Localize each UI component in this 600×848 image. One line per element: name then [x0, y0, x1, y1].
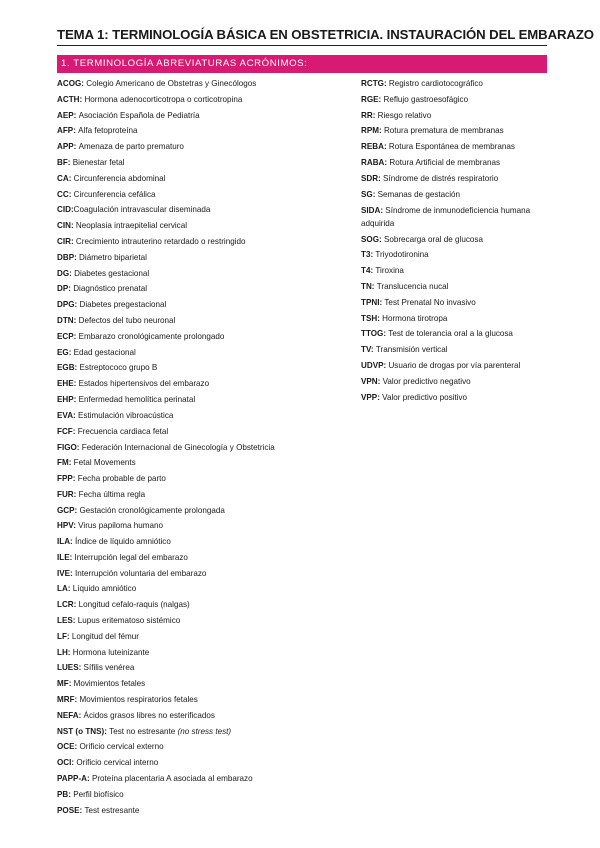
abbreviation-term: EVA [57, 410, 74, 420]
abbreviation-entry [57, 329, 347, 345]
abbreviation-separator: : [68, 189, 74, 199]
abbreviation-term: APP [57, 142, 74, 152]
section-heading: 1. TERMINOLOGÍA ABREVIATURAS ACRÓNIMOS: [57, 55, 547, 73]
abbreviation-entry [361, 171, 561, 187]
abbreviation-term: IVE [57, 568, 71, 578]
abbreviation-definition: Embarazo cronológicamente prolongado [78, 331, 225, 341]
abbreviation-separator: : [70, 568, 75, 578]
abbreviation-definition: Sobrecarga oral de glucosa [383, 234, 483, 244]
abbreviation-definition: Rotura prematura de membranas [383, 126, 504, 136]
abbreviation-term: T3 [361, 250, 371, 260]
abbreviation-separator: : [73, 331, 79, 341]
abbreviation-separator: : [66, 631, 72, 641]
abbreviation-definition: Orificio cervical externo [79, 742, 164, 752]
abbreviation-definition: Reflujo gastroesofágico [383, 94, 469, 104]
abbreviation-term: RGE [361, 94, 379, 104]
abbreviation-entry [361, 123, 561, 139]
abbreviation-definition: Diabetes pregestacional [79, 300, 167, 310]
abbreviation-separator: : [377, 313, 383, 323]
abbreviation-separator: : [72, 616, 78, 626]
abbreviation-term: CIN [57, 221, 71, 231]
abbreviation-entry [57, 408, 347, 424]
abbreviation-separator: : [104, 726, 110, 736]
abbreviation-separator: : [70, 205, 74, 215]
abbreviation-term: DTN [57, 315, 74, 325]
abbreviation-term: AFP [57, 126, 74, 136]
abbreviation-entry [57, 76, 347, 92]
abbreviation-term: ECP [57, 331, 74, 341]
abbreviation-definition: Test no estresante [109, 726, 178, 736]
abbreviation-definition: Bienestar fetal [72, 157, 125, 167]
abbreviation-definition: Transmisión vertical [375, 345, 448, 355]
abbreviation-entry [57, 503, 347, 519]
abbreviation-entry [57, 692, 347, 708]
abbreviation-term: ILE [57, 552, 70, 562]
abbreviation-term: LES [57, 616, 73, 626]
abbreviation-definition: Síndrome de inmunodeficiencia humana adquirida [361, 205, 531, 228]
abbreviation-term: RCTG [361, 79, 384, 88]
abbreviation-separator: : [73, 315, 79, 325]
abbreviation-definition: Ácidos grasos libres no esterificados [83, 710, 215, 720]
abbreviation-definition: Interrupción voluntaria del embarazo [75, 568, 207, 578]
abbreviation-separator: : [380, 205, 386, 215]
abbreviation-separator: : [370, 345, 376, 355]
abbreviation-definition: Neoplasia intraepitelial cervical [75, 221, 188, 231]
abbreviation-term: ACOG [57, 79, 82, 88]
abbreviation-separator: : [74, 363, 80, 373]
abbreviation-separator: : [81, 79, 87, 88]
abbreviation-definition: Test Prenatal No invasivo [384, 297, 476, 307]
abbreviation-entry [57, 218, 347, 234]
abbreviation-definition: Registro cardiotocográfico [388, 79, 483, 88]
abbreviation-separator: : [68, 458, 74, 468]
abbreviation-term: FUR [57, 489, 74, 499]
abbreviation-definition: Perfil biofísico [73, 789, 124, 799]
abbreviation-separator: : [370, 250, 376, 260]
abbreviation-term: FM [57, 458, 69, 468]
abbreviation-entry [57, 123, 347, 139]
abbreviation-definition: Estimulación vibroacústica [78, 410, 174, 420]
abbreviation-term: RABA [361, 157, 385, 167]
abbreviation-term: DG [57, 268, 70, 278]
abbreviation-definition: Edad gestacional [73, 347, 136, 357]
abbreviation-entry [57, 424, 347, 440]
abbreviation-definition: Rotura Artificial de membranas [389, 157, 501, 167]
abbreviation-definition: Tiroxina [375, 266, 404, 276]
page-title: TEMA 1: TERMINOLOGÍA BÁSICA EN OBSTETRICIA. INSTAURACIÓN DEL EMBARAZO [57, 27, 547, 46]
abbreviation-term: REBA [361, 142, 384, 152]
abbreviation-term: SOG [361, 234, 379, 244]
abbreviation-separator: : [73, 126, 79, 136]
abbreviation-term: ILA [57, 537, 71, 547]
abbreviation-entry [57, 360, 347, 376]
abbreviation-entry [57, 739, 347, 755]
abbreviation-separator: : [67, 157, 73, 167]
abbreviation-definition: Amenaza de parto prematuro [78, 142, 184, 152]
abbreviation-entry [57, 250, 347, 266]
abbreviation-definition: Asociación Española de Pediatría [78, 110, 200, 120]
abbreviation-entry [57, 234, 347, 250]
abbreviation-definition: Fecha probable de parto [77, 473, 166, 483]
abbreviation-entry [57, 139, 347, 155]
abbreviation-definition: Frecuencia cardiaca fetal [77, 426, 169, 436]
abbreviation-entry [57, 313, 347, 329]
abbreviation-entry [361, 342, 561, 358]
abbreviation-definition: Movimientos respiratorios fetales [79, 695, 198, 705]
abbreviation-definition: Diámetro biparietal [79, 252, 147, 262]
abbreviation-separator: : [67, 647, 73, 657]
abbreviation-definition: Virus papiloma humano [78, 521, 164, 531]
abbreviation-separator: : [73, 142, 79, 152]
abbreviation-definition: Estreptococo grupo B [79, 363, 158, 373]
abbreviation-term: LUES [57, 663, 79, 673]
abbreviation-definition: Coagulación intravascular diseminada [73, 205, 211, 215]
abbreviation-entry [57, 518, 347, 534]
abbreviation-term: ACTH [57, 94, 80, 104]
abbreviation-definition: Gestación cronológicamente prolongada [79, 505, 225, 515]
abbreviation-definition: Circunferencia abdominal [73, 173, 166, 183]
abbreviation-definition: Interrupción legal del embarazo [74, 552, 188, 562]
abbreviation-note: (no stress test) [177, 726, 232, 736]
abbreviation-term: PAPP-A [57, 774, 87, 784]
abbreviation-entry [57, 108, 347, 124]
abbreviation-separator: : [71, 758, 77, 768]
abbreviation-separator: : [74, 252, 80, 262]
abbreviation-definition: Test de tolerancia oral a la glucosa [388, 329, 513, 339]
abbreviation-term: AEP [57, 110, 74, 120]
abbreviation-separator: : [68, 173, 74, 183]
abbreviation-separator: : [68, 679, 74, 689]
abbreviation-entry [57, 439, 347, 455]
abbreviation-term: CID [57, 205, 71, 215]
abbreviation-entry [57, 708, 347, 724]
abbreviation-definition: Valor predictivo negativo [382, 376, 471, 386]
abbreviation-entry [57, 187, 347, 203]
abbreviation-term: GCP [57, 505, 75, 515]
abbreviation-definition: Valor predictivo positivo [382, 392, 468, 402]
abbreviation-definition: Hormona tirotropa [382, 313, 448, 323]
abbreviation-separator: : [372, 110, 378, 120]
abbreviation-term: LA [57, 584, 68, 594]
abbreviation-separator: : [383, 329, 389, 339]
abbreviation-list-left [57, 76, 347, 818]
abbreviation-definition: Diagnóstico prenatal [73, 284, 147, 294]
abbreviation-separator: : [79, 94, 85, 104]
abbreviation-definition: Test estresante [84, 805, 140, 815]
abbreviation-entry [361, 390, 561, 406]
abbreviation-term: TPNI [361, 297, 380, 307]
abbreviation-term: TN [361, 281, 372, 291]
abbreviation-separator: : [76, 442, 82, 452]
abbreviation-definition: Triyodotironina [375, 250, 429, 260]
abbreviation-definition: Rotura Espontánea de membranas [388, 142, 515, 152]
abbreviation-separator: : [73, 600, 79, 610]
abbreviation-separator: : [73, 410, 78, 420]
abbreviation-separator: : [78, 663, 84, 673]
abbreviation-term: LCR [57, 600, 74, 610]
abbreviation-separator: : [73, 394, 79, 404]
abbreviation-entry [57, 92, 347, 108]
abbreviation-entry [57, 645, 347, 661]
abbreviation-separator: : [384, 157, 390, 167]
abbreviation-definition: Índice de líquido amniótico [75, 537, 171, 547]
abbreviation-separator: : [383, 360, 389, 370]
abbreviation-term: RR [361, 110, 373, 120]
abbreviation-entry [361, 108, 561, 124]
abbreviation-separator: : [372, 189, 378, 199]
abbreviation-entry [57, 266, 347, 282]
abbreviation-separator: : [73, 110, 79, 120]
abbreviation-entry [361, 295, 561, 311]
abbreviation-entry [361, 155, 561, 171]
abbreviation-term: TSH [361, 313, 378, 323]
abbreviation-term: CIR [57, 236, 71, 246]
abbreviation-separator: : [74, 742, 80, 752]
abbreviation-entry [57, 660, 347, 676]
abbreviation-definition: Usuario de drogas por vía parenteral [388, 360, 521, 370]
abbreviation-term: OCE [57, 742, 75, 752]
abbreviation-entry [57, 281, 347, 297]
abbreviation-entry [57, 676, 347, 692]
abbreviation-separator: : [73, 489, 79, 499]
abbreviation-term: EHE [57, 379, 74, 389]
abbreviation-entry [361, 92, 561, 108]
abbreviation-definition: Lupus eritematoso sistémico [77, 616, 181, 626]
abbreviation-term: RPM [361, 126, 379, 136]
abbreviation-term: OCI [57, 758, 72, 768]
abbreviation-list-right [361, 76, 561, 405]
abbreviation-definition: Federación Internacional de Ginecología y Obstetricia [81, 442, 275, 452]
abbreviation-entry [361, 187, 561, 203]
abbreviation-term: T4 [361, 266, 371, 276]
abbreviation-term: TV [361, 345, 371, 355]
abbreviation-definition: Translucencia nucal [376, 281, 449, 291]
abbreviation-term: FCF [57, 426, 73, 436]
abbreviation-definition: Colegio Americano de Obstetras y Ginecólogos [86, 79, 257, 88]
abbreviation-separator: : [70, 236, 76, 246]
abbreviation-term: FPP [57, 473, 73, 483]
abbreviation-definition: Riesgo relativo [377, 110, 432, 120]
abbreviation-separator: : [72, 473, 78, 483]
abbreviation-separator: : [68, 789, 74, 799]
abbreviation-entry [57, 202, 347, 218]
abbreviation-entry [361, 263, 561, 279]
abbreviation-term: SDR [361, 173, 379, 183]
abbreviation-term: DPG [57, 300, 75, 310]
abbreviation-term: SG [361, 189, 373, 199]
abbreviation-definition: Sífilis venérea [83, 663, 135, 673]
abbreviation-separator: : [371, 281, 377, 291]
abbreviation-entry [361, 232, 561, 248]
abbreviation-definition: Circunferencia cefálica [73, 189, 156, 199]
abbreviation-entry [57, 787, 347, 803]
abbreviation-entry [57, 487, 347, 503]
abbreviation-separator: : [379, 297, 385, 307]
abbreviation-term: HPV [57, 521, 74, 531]
abbreviation-entry [57, 613, 347, 629]
abbreviation-term: EGB [57, 363, 75, 373]
abbreviation-definition: Defectos del tubo neuronal [78, 315, 176, 325]
abbreviation-entry [57, 803, 347, 819]
abbreviation-entry [57, 724, 347, 740]
abbreviation-term: NEFA [57, 710, 79, 720]
abbreviation-separator: : [69, 552, 75, 562]
abbreviation-entry [57, 597, 347, 613]
abbreviation-term: SIDA [361, 205, 381, 215]
abbreviation-entry [57, 566, 347, 582]
abbreviation-entry [57, 155, 347, 171]
abbreviation-entry [57, 455, 347, 471]
abbreviation-entry [57, 376, 347, 392]
abbreviation-definition: Semanas de gestación [377, 189, 460, 199]
abbreviation-term: MF [57, 679, 69, 689]
abbreviation-term: POSE [57, 805, 80, 815]
abbreviation-separator: : [72, 426, 78, 436]
abbreviation-term: LF [57, 631, 67, 641]
abbreviation-separator: : [67, 584, 73, 594]
abbreviation-term: TTOG [361, 329, 384, 339]
abbreviation-separator: : [69, 268, 75, 278]
abbreviation-term: BF [57, 157, 68, 167]
abbreviation-separator: : [78, 710, 84, 720]
abbreviation-entry [361, 247, 561, 263]
abbreviation-term: FIGO [57, 442, 77, 452]
abbreviation-term: EHP [57, 394, 74, 404]
abbreviation-definition: Crecimiento intrauterino retardado o restringido [75, 236, 246, 246]
abbreviation-entry [361, 326, 561, 342]
abbreviation-entry [57, 471, 347, 487]
abbreviation-separator: : [74, 300, 80, 310]
abbreviation-definition: Longitud del fémur [71, 631, 139, 641]
abbreviation-entry [57, 171, 347, 187]
abbreviation-term: DBP [57, 252, 75, 262]
abbreviation-separator: : [377, 376, 383, 386]
abbreviation-definition: Síndrome de distrés respiratorio [383, 173, 499, 183]
abbreviation-separator: : [74, 505, 80, 515]
abbreviation-separator: : [68, 347, 74, 357]
abbreviation-definition: Fetal Movements [73, 458, 136, 468]
abbreviation-term: CC [57, 189, 69, 199]
abbreviation-term: EG [57, 347, 69, 357]
abbreviation-definition: Orificio cervical interno [76, 758, 159, 768]
abbreviation-separator: : [70, 537, 75, 547]
abbreviation-definition: Enfermedad hemolítica perinatal [78, 394, 196, 404]
abbreviation-entry [361, 76, 561, 92]
abbreviation-separator: : [86, 774, 92, 784]
abbreviation-entry [361, 139, 561, 155]
abbreviation-separator: : [70, 221, 76, 231]
abbreviation-entry [361, 374, 561, 390]
abbreviation-definition: Movimientos fetales [73, 679, 146, 689]
abbreviation-entry [57, 534, 347, 550]
abbreviation-entry [57, 550, 347, 566]
abbreviation-definition: Estados hipertensivos del embarazo [78, 379, 210, 389]
abbreviation-term: UDVP [361, 360, 384, 370]
abbreviation-definition: Líquido amniótico [72, 584, 137, 594]
abbreviation-definition: Longitud cefalo-raquis (nalgas) [78, 600, 190, 610]
abbreviation-separator: : [377, 392, 383, 402]
abbreviation-term: MRF [57, 695, 75, 705]
abbreviation-term: CA [57, 173, 69, 183]
abbreviation-term: DP [57, 284, 69, 294]
abbreviation-entry [57, 392, 347, 408]
abbreviation-entry [361, 202, 561, 231]
abbreviation-separator: : [378, 173, 384, 183]
abbreviation-definition: Alfa fetoproteína [78, 126, 138, 136]
abbreviation-separator: : [383, 79, 389, 88]
abbreviation-definition: Hormona luteinizante [72, 647, 150, 657]
abbreviation-entry [57, 755, 347, 771]
abbreviation-entry [57, 629, 347, 645]
abbreviation-separator: : [383, 142, 389, 152]
abbreviation-entry [361, 311, 561, 327]
abbreviation-term: LH [57, 647, 68, 657]
abbreviation-separator: : [74, 695, 80, 705]
abbreviation-definition: Diabetes gestacional [74, 268, 150, 278]
abbreviation-separator: : [73, 521, 79, 531]
abbreviation-entry [57, 345, 347, 361]
abbreviation-separator: : [68, 284, 74, 294]
abbreviation-entry [57, 297, 347, 313]
abbreviation-term: PB [57, 789, 69, 799]
abbreviation-separator: : [79, 805, 85, 815]
abbreviation-term: VPP [361, 392, 378, 402]
abbreviation-term: NST (o TNS) [57, 726, 105, 736]
abbreviation-definition: Proteína placentaria A asociada al embarazo [91, 774, 253, 784]
abbreviation-entry [57, 581, 347, 597]
abbreviation-separator: : [379, 126, 384, 136]
abbreviation-separator: : [370, 266, 376, 276]
abbreviation-separator: : [378, 94, 384, 104]
abbreviation-separator: : [73, 379, 79, 389]
abbreviation-definition: Fecha última regla [78, 489, 146, 499]
abbreviation-separator: : [379, 234, 384, 244]
abbreviation-definition: Hormona adenocorticotropa o corticotropina [84, 94, 243, 104]
abbreviation-term: VPN [361, 376, 378, 386]
abbreviation-entry [57, 771, 347, 787]
abbreviation-entry [361, 279, 561, 295]
abbreviation-entry [361, 358, 561, 374]
